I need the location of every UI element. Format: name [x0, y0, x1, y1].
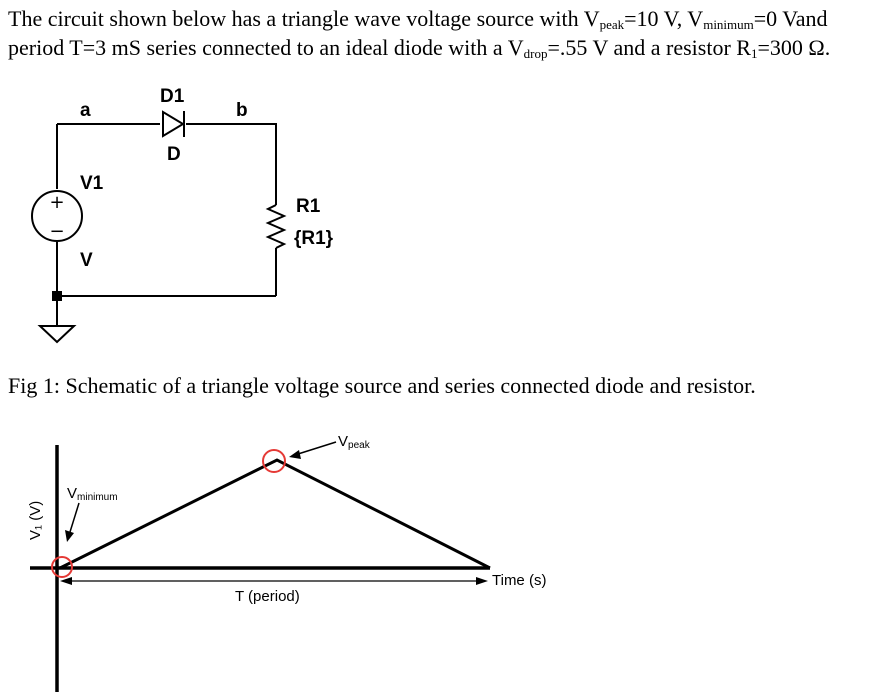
triangle-wave: [60, 460, 490, 568]
vmin-arrow: [70, 503, 79, 532]
resistor-symbol: [268, 205, 284, 248]
resistor-name-label: R1: [296, 196, 321, 217]
y-axis-label: V₁ (V): [27, 500, 44, 540]
period-arrow-left: [60, 577, 72, 585]
vpeak-arrow: [298, 442, 336, 454]
vpeak-label: Vpeak: [338, 433, 370, 451]
ground-node: [52, 291, 62, 301]
figure-caption: Fig 1: Schematic of a triangle voltage source and series connected diode and resistor.: [8, 373, 756, 398]
diode-name-label: D1: [160, 86, 185, 107]
time-axis-label: Time (s): [492, 572, 547, 589]
source-value-label: V: [80, 250, 93, 271]
node-b-label: b: [236, 100, 248, 121]
period-arrow-right: [476, 577, 488, 585]
waveform-diagram: [0, 430, 880, 700]
problem-statement: The circuit shown below has a triangle wave voltage source with $V_{peak}=10$ V, $V_{minimum}=0$ Vand period T=3 mS series connected to an ideal diode with a $V_{drop}=.55$ V and a resistor $R_1=300$ Ω.: [8, 6, 831, 61]
resistor-value-label: {R1}: [294, 228, 334, 249]
diode-value-label: D: [167, 144, 181, 165]
vmin-label: Vminimum: [67, 485, 118, 503]
source-name-label: V1: [80, 173, 104, 194]
vpeak-arrowhead: [289, 450, 301, 459]
diode-symbol: [163, 111, 184, 137]
minus-sign: −: [49, 221, 65, 242]
vmin-arrowhead: [65, 530, 74, 542]
ground-icon: [40, 326, 74, 342]
node-a-label: a: [80, 100, 91, 121]
plus-sign: +: [49, 192, 65, 213]
period-label: T (period): [235, 588, 300, 605]
